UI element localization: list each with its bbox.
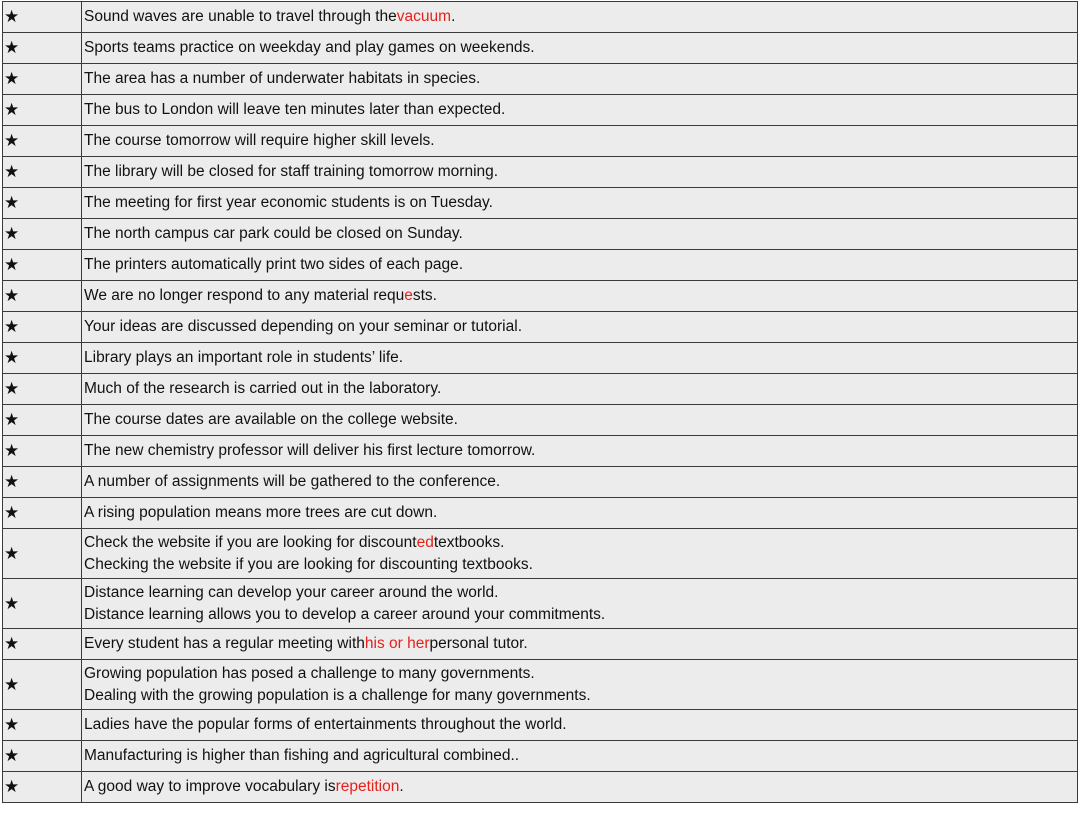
- table-row: [3, 95, 1078, 126]
- table-row: [3, 157, 1078, 188]
- table-row: [3, 529, 1078, 579]
- sentence-text: Sound waves are unable to travel through the: [84, 8, 397, 25]
- sentence-text: sts.: [412, 287, 437, 304]
- table-row: [3, 2, 1078, 33]
- table-row: [3, 126, 1078, 157]
- sentence-text: A number of assignments will be gathered to the conference.: [84, 473, 501, 490]
- sentence-cell: [82, 188, 1078, 219]
- sentence-text: Every student has a regular meeting with: [84, 635, 365, 652]
- sentence-cell: [82, 579, 1078, 629]
- star-icon: ★: [3, 157, 82, 188]
- table-row: [3, 710, 1078, 741]
- table-row: [3, 64, 1078, 95]
- sentence-line: [84, 440, 1077, 462]
- sentence-line: [84, 130, 1077, 152]
- star-icon: ★: [3, 219, 82, 250]
- sentence-line: [84, 6, 1077, 28]
- sentence-line: [84, 99, 1077, 121]
- sentence-cell: [82, 250, 1078, 281]
- sentence-line: [84, 532, 1077, 554]
- star-icon: ★: [3, 772, 82, 803]
- sentence-line: [84, 409, 1077, 431]
- sentence-text: The meeting for first year economic students is on Tuesday.: [84, 194, 493, 211]
- sentence-cell: [82, 405, 1078, 436]
- table-row: [3, 312, 1078, 343]
- highlighted-text: e: [404, 287, 413, 304]
- sentence-text: Distance learning can develop your career around the world.: [84, 583, 499, 601]
- highlighted-text: his or her: [364, 635, 430, 652]
- sentence-line: [84, 347, 1077, 369]
- sentence-cell: [82, 157, 1078, 188]
- sentence-line: [84, 285, 1077, 307]
- sentence-text: A good way to improve vocabulary is: [84, 778, 336, 795]
- sentence-line: [84, 254, 1077, 276]
- star-icon: ★: [3, 741, 82, 772]
- star-icon: ★: [3, 281, 82, 312]
- sentence-cell: [82, 374, 1078, 405]
- table-row: [3, 741, 1078, 772]
- sentence-text: .: [399, 778, 404, 795]
- sentence-cell: [82, 95, 1078, 126]
- star-icon: ★: [3, 312, 82, 343]
- star-icon: ★: [3, 343, 82, 374]
- star-icon: ★: [3, 529, 82, 579]
- sentence-line: [84, 68, 1077, 90]
- star-icon: ★: [3, 498, 82, 529]
- star-icon: ★: [3, 374, 82, 405]
- sentence-line: [84, 776, 1077, 798]
- table-row: [3, 343, 1078, 374]
- sentence-text: We are no longer respond to any material requ: [84, 287, 405, 304]
- sentence-text: The printers automatically print two sides of each page.: [84, 256, 464, 273]
- sentence-text: Ladies have the popular forms of entertainments throughout the world.: [84, 716, 567, 733]
- table-row: [3, 579, 1078, 629]
- sentence-line: [84, 471, 1077, 493]
- sentence-text: Dealing with the growing population is a challenge for many governments.: [84, 686, 591, 704]
- sentence-line: [84, 714, 1077, 736]
- sentence-line: [84, 223, 1077, 245]
- table-row: [3, 772, 1078, 803]
- sentence-line: [84, 663, 1077, 685]
- sentence-text: personal tutor.: [429, 635, 528, 652]
- sentence-text: Sports teams practice on weekday and play games on weekends.: [84, 39, 535, 56]
- sentence-cell: [82, 529, 1078, 579]
- sentence-line: [84, 604, 1077, 626]
- sentence-cell: [82, 710, 1078, 741]
- sentence-text: Check the website if you are looking for discount: [84, 533, 417, 551]
- sentence-text: Manufacturing is higher than fishing and agricultural combined..: [84, 747, 520, 764]
- sentence-cell: [82, 741, 1078, 772]
- sentence-cell: [82, 660, 1078, 710]
- sentence-cell: [82, 436, 1078, 467]
- table-row: [3, 405, 1078, 436]
- sentence-cell: [82, 2, 1078, 33]
- sentence-line: [84, 378, 1077, 400]
- table-row: [3, 281, 1078, 312]
- highlighted-text: ed: [416, 533, 434, 551]
- table-row: [3, 33, 1078, 64]
- table-row: [3, 436, 1078, 467]
- star-icon: ★: [3, 2, 82, 33]
- star-icon: ★: [3, 95, 82, 126]
- star-icon: ★: [3, 126, 82, 157]
- star-icon: ★: [3, 710, 82, 741]
- star-icon: ★: [3, 64, 82, 95]
- sentence-line: [84, 582, 1077, 604]
- sentence-cell: [82, 219, 1078, 250]
- sentence-line: [84, 37, 1077, 59]
- sentence-line: [84, 161, 1077, 183]
- sentence-line: [84, 316, 1077, 338]
- star-icon: ★: [3, 250, 82, 281]
- sentence-text: The north campus car park could be closed on Sunday.: [84, 225, 463, 242]
- sentence-table-body: [3, 2, 1078, 803]
- star-icon: ★: [3, 188, 82, 219]
- table-row: [3, 374, 1078, 405]
- sentence-text: The new chemistry professor will deliver his first lecture tomorrow.: [84, 442, 536, 459]
- highlighted-text: repetition: [335, 778, 400, 795]
- star-icon: ★: [3, 579, 82, 629]
- table-row: [3, 188, 1078, 219]
- sentence-table: [2, 1, 1078, 803]
- sentence-text: Your ideas are discussed depending on your seminar or tutorial.: [84, 318, 522, 335]
- table-row: [3, 498, 1078, 529]
- sentence-text: The area has a number of underwater habitats in species.: [84, 70, 481, 87]
- sentence-text: Much of the research is carried out in the laboratory.: [84, 380, 442, 397]
- table-row: [3, 467, 1078, 498]
- sentence-cell: [82, 281, 1078, 312]
- star-icon: ★: [3, 33, 82, 64]
- sentence-line: [84, 685, 1077, 707]
- sentence-line: [84, 745, 1077, 767]
- sentence-cell: [82, 772, 1078, 803]
- star-icon: ★: [3, 629, 82, 660]
- table-row: [3, 660, 1078, 710]
- sentence-cell: [82, 629, 1078, 660]
- sentence-text: The course tomorrow will require higher skill levels.: [84, 132, 435, 149]
- star-icon: ★: [3, 405, 82, 436]
- table-row: [3, 219, 1078, 250]
- star-icon: ★: [3, 467, 82, 498]
- sentence-text: The bus to London will leave ten minutes later than expected.: [84, 101, 506, 118]
- sentence-line: [84, 554, 1077, 576]
- sentence-text: textbooks.: [433, 533, 505, 551]
- sentence-cell: [82, 343, 1078, 374]
- highlighted-text: vacuum: [396, 8, 452, 25]
- star-icon: ★: [3, 436, 82, 467]
- sentence-text: A rising population means more trees are cut down.: [84, 504, 438, 521]
- sentence-text: The course dates are available on the college website.: [84, 411, 458, 428]
- sentence-text: The library will be closed for staff training tomorrow morning.: [84, 163, 499, 180]
- sentence-line: [84, 633, 1077, 655]
- table-row: [3, 629, 1078, 660]
- sentence-cell: [82, 467, 1078, 498]
- sentence-cell: [82, 64, 1078, 95]
- sentence-line: [84, 192, 1077, 214]
- sentence-text: Library plays an important role in students’ life.: [84, 349, 404, 366]
- sentence-text: .: [451, 8, 456, 25]
- sentence-cell: [82, 498, 1078, 529]
- sentence-cell: [82, 126, 1078, 157]
- sentence-text: Growing population has posed a challenge to many governments.: [84, 664, 535, 682]
- sentence-cell: [82, 312, 1078, 343]
- sentence-text: Distance learning allows you to develop a career around your commitments.: [84, 605, 606, 623]
- sentence-text: Checking the website if you are looking for discounting textbooks.: [84, 555, 533, 573]
- table-row: [3, 250, 1078, 281]
- star-icon: ★: [3, 660, 82, 710]
- sentence-cell: [82, 33, 1078, 64]
- sentence-line: [84, 502, 1077, 524]
